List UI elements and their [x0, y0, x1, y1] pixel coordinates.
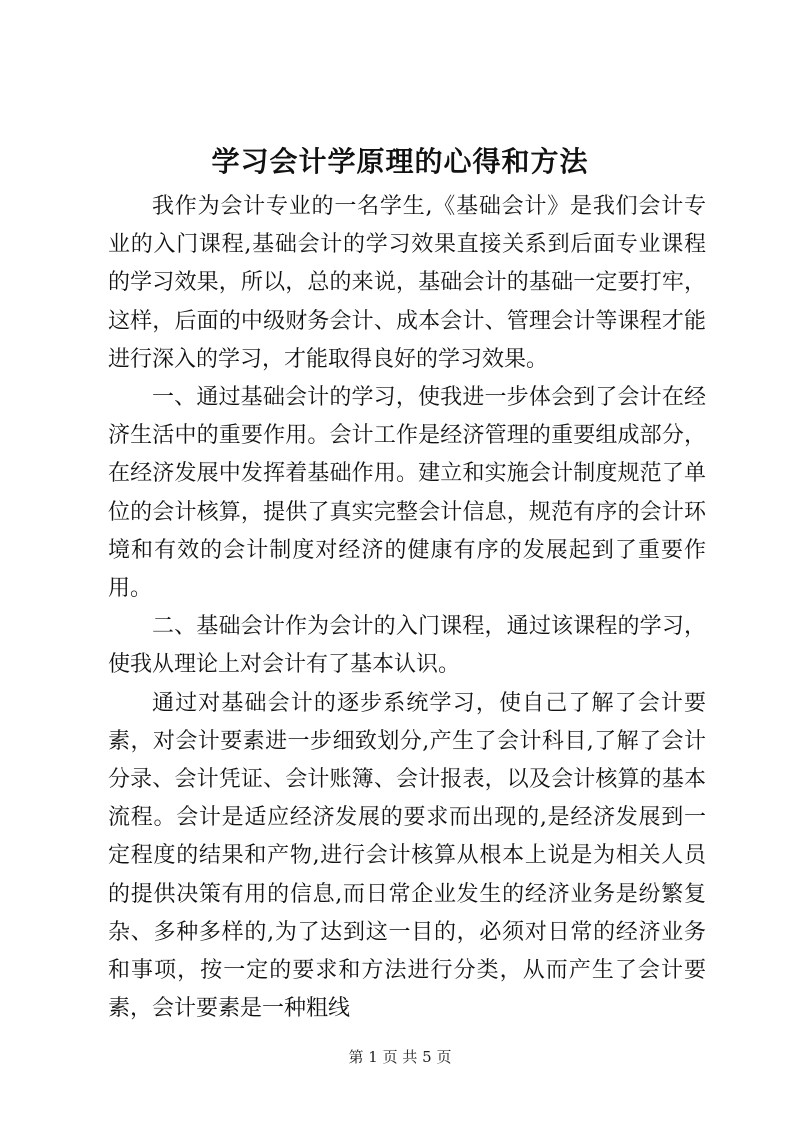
paragraph-point-one: 一、通过基础会计的学习，使我进一步体会到了会计在经济生活中的重要作用。会计工作是经济管理的重要组成部分，在经济发展中发挥着基础作用。建立和实施会计制度规范了单位的会计核算，提供了真实完整会计信息，规范有序的会计环境和有效的会计制度对经济的健康有序的发展起到了重要作用。: [108, 385, 706, 602]
paragraph-point-two: 二、基础会计作为会计的入门课程，通过该课程的学习，使我从理论上对会计有了基本认识。: [108, 614, 706, 678]
document-body: [108, 188, 706, 1028]
paragraph-system-study: 通过对基础会计的逐步系统学习，使自己了解了会计要素，对会计要素进一步细致划分,产生了会计科目,了解了会计分录、会计凭证、会计账簿、会计报表，以及会计核算的基本流程。会计是适应经济发展的要求而出现的,是经济发展到一定程度的结果和产物,进行会计核算从根本上说是为相关人员的提供决策有用的信息,而日常企业发生的经济业务是纷繁复杂、多种多样的,为了达到这一目的，必须对日常的经济业务和事项，按一定的要求和方法进行分类，从而产生了会计要素，会计要素是一种粗线: [108, 690, 706, 1022]
document-title: 学习会计学原理的心得和方法: [211, 145, 589, 178]
page-number-footer: 第 1 页 共 5 页: [348, 1048, 452, 1066]
paragraph-intro: 我作为会计专业的一名学生,《基础会计》是我们会计专业的入门课程,基础会计的学习效果直接关系到后面专业课程的学习效果，所以，总的来说，基础会计的基础一定要打牢，这样，后面的中级财务会计、成本会计、管理会计等课程才能进行深入的学习，才能取得良好的学习效果。: [108, 194, 706, 372]
